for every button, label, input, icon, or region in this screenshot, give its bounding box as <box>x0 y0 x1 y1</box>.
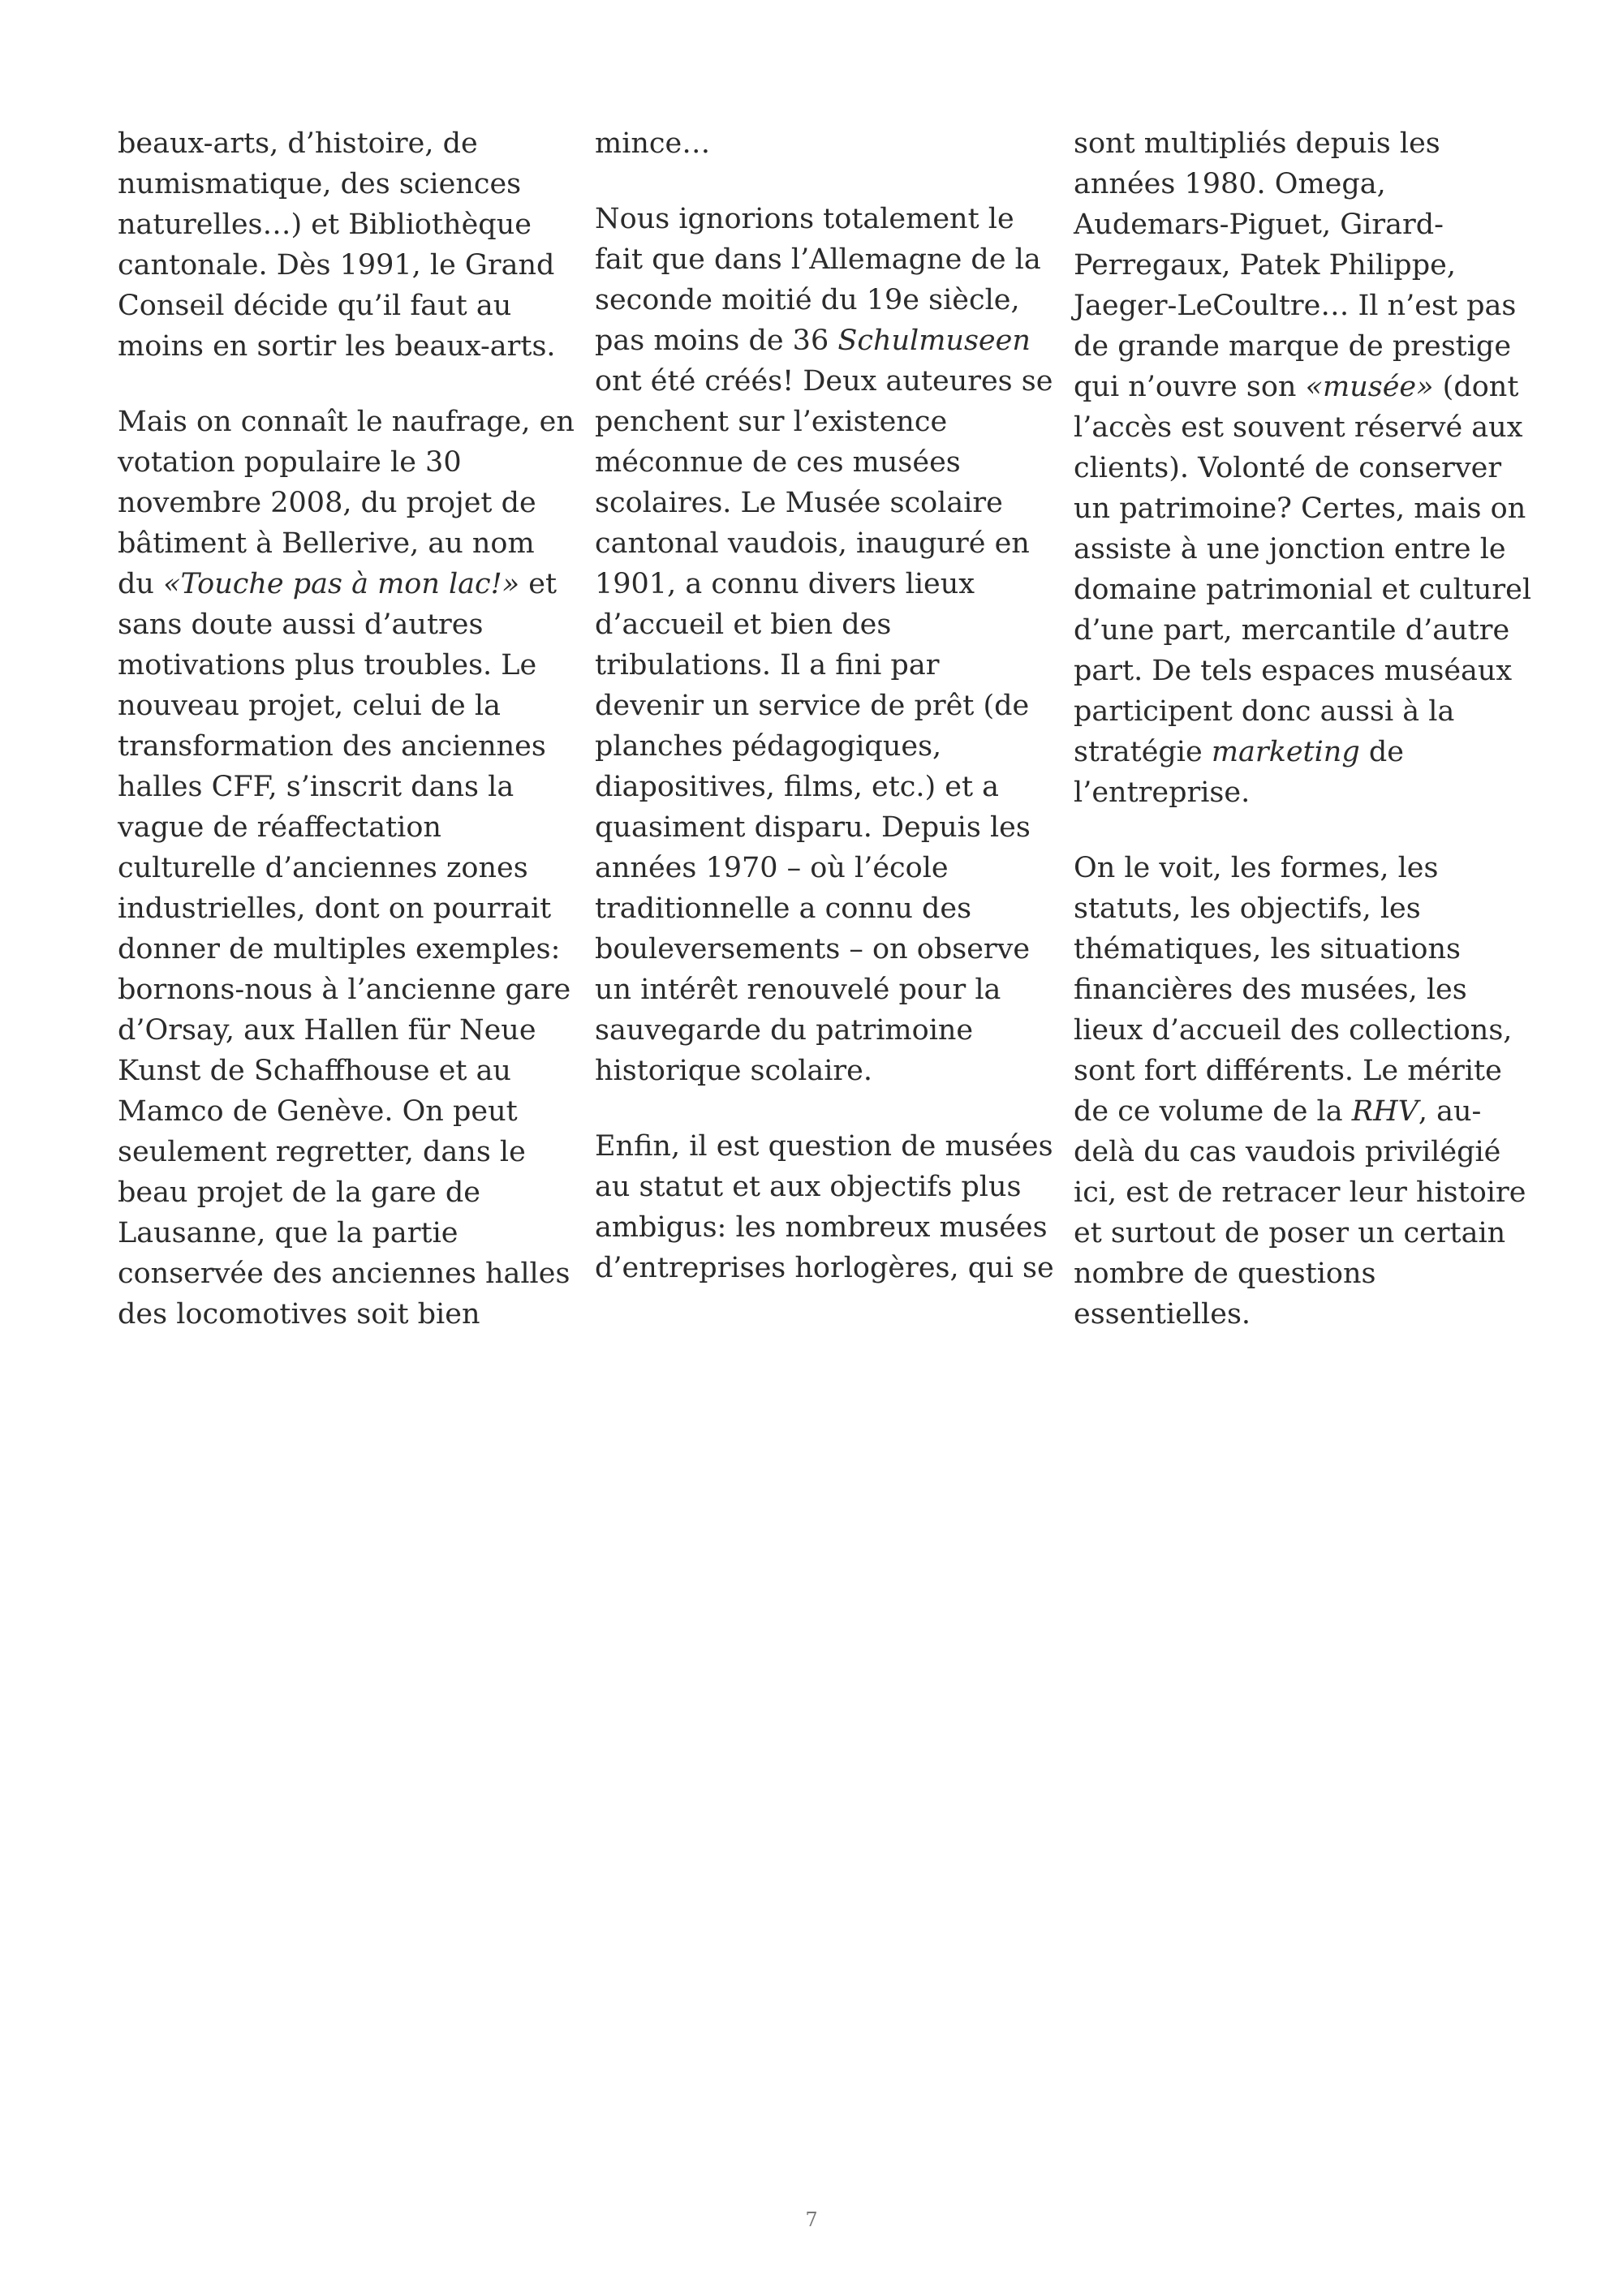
text-line: delà du cas vaudois privilégié <box>1074 1136 1501 1168</box>
text-line <box>1074 367 1532 407</box>
text-line: l’accès est souvent réservé aux <box>1074 411 1523 444</box>
text-line: thématiques, les situations <box>1074 933 1461 965</box>
text-line: culturelle d’anciennes zones <box>118 852 528 884</box>
text-segment: pas moins de 36 <box>595 325 838 357</box>
text-segment: , au- <box>1418 1095 1482 1128</box>
text-line: motivations plus troubles. Le <box>118 649 537 681</box>
text-line: domaine patrimonial et culturel <box>1074 574 1532 606</box>
text-line: Nous ignorions totalement le <box>595 203 1014 235</box>
text-line: sauvegarde du patrimoine <box>595 1014 974 1047</box>
text-line: Jaeger-LeCoultre… Il n’est pas <box>1074 290 1517 322</box>
text-line: lieux d’accueil des collections, <box>1074 1014 1513 1047</box>
text-line: mince… <box>595 127 711 160</box>
text-line: Lausanne, que la partie <box>118 1217 458 1249</box>
text-line: On le voit, les formes, les <box>1074 852 1439 884</box>
paragraph-gap <box>1074 813 1532 848</box>
text-line: numismatique, des sciences <box>118 168 522 200</box>
text-line: des locomotives soit bien <box>118 1298 480 1331</box>
text-line: seulement regretter, dans le <box>118 1136 526 1168</box>
text-line: naturelles…) et Bibliothèque <box>118 209 532 241</box>
text-segment: de <box>1359 736 1405 768</box>
text-line: Audemars-Piguet, Girard- <box>1074 209 1444 241</box>
text-line: ont été créés! Deux auteures se <box>595 365 1053 398</box>
text-line: cantonale. Dès 1991, le Grand <box>118 249 555 282</box>
text-line <box>595 320 1053 361</box>
text-line: beau projet de la gare de <box>118 1176 481 1209</box>
text-line: essentielles. <box>1074 1298 1251 1331</box>
text-line: bâtiment à Bellerive, au nom <box>118 527 535 560</box>
text-column-1 <box>118 123 576 1335</box>
text-segment: qui n’ouvre son <box>1074 371 1306 403</box>
paragraph <box>595 1126 1053 1288</box>
text-line: part. De tels espaces muséaux <box>1074 655 1513 687</box>
text-line: sans doute aussi d’autres <box>118 608 484 641</box>
text-line: cantonal vaudois, inauguré en <box>595 527 1030 560</box>
text-line: beaux-arts, d’histoire, de <box>118 127 478 160</box>
italic-text: RHV <box>1351 1095 1419 1128</box>
text-line: bornons-nous à l’ancienne gare <box>118 974 571 1006</box>
text-line: conservée des anciennes halles <box>118 1258 570 1290</box>
text-segment: et <box>519 568 558 600</box>
paragraph-gap <box>118 367 576 402</box>
italic-text: «musée» <box>1305 371 1434 403</box>
paragraph <box>595 123 1053 164</box>
page-number: 7 <box>805 2208 818 2231</box>
text-line <box>118 564 576 604</box>
text-line: novembre 2008, du projet de <box>118 487 536 519</box>
text-line: d’Orsay, aux Hallen für Neue <box>118 1014 536 1047</box>
text-line <box>1074 1091 1532 1132</box>
text-segment: de ce volume de la <box>1074 1095 1352 1128</box>
text-line: et surtout de poser un certain <box>1074 1217 1506 1249</box>
text-column-2 <box>595 123 1053 1288</box>
text-line: diapositives, films, etc.) et a <box>595 771 1000 803</box>
text-line: halles CFF, s’inscrit dans la <box>118 771 514 803</box>
italic-text: marketing <box>1211 736 1360 768</box>
paragraph <box>118 402 576 1335</box>
text-column-3 <box>1074 123 1532 1335</box>
text-line: moins en sortir les beaux-arts. <box>118 330 556 363</box>
text-line: quasiment disparu. Depuis les <box>595 811 1031 844</box>
italic-text: Schulmuseen <box>837 325 1031 357</box>
text-line: transformation des anciennes <box>118 730 546 763</box>
text-line: statuts, les objectifs, les <box>1074 892 1421 925</box>
text-line: historique scolaire. <box>595 1055 873 1087</box>
text-line: financières des musées, les <box>1074 974 1467 1006</box>
text-line: penchent sur l’existence <box>595 406 948 438</box>
text-line: participent donc aussi à la <box>1074 695 1455 728</box>
text-line: votation populaire le 30 <box>118 446 462 479</box>
italic-text: «Touche pas à mon lac!» <box>163 568 520 600</box>
text-line: un intérêt renouvelé pour la <box>595 974 1001 1006</box>
text-line: ambigus: les nombreux musées <box>595 1211 1048 1244</box>
text-line: un patrimoine? Certes, mais on <box>1074 492 1526 525</box>
text-line: assiste à une jonction entre le <box>1074 533 1506 565</box>
text-segment: (dont <box>1433 371 1519 403</box>
paragraph-gap <box>595 164 1053 199</box>
text-line: donner de multiples exemples: <box>118 933 561 965</box>
text-line: sont fort différents. Le mérite <box>1074 1055 1502 1087</box>
text-line: Enfin, il est question de musées <box>595 1130 1053 1163</box>
text-line: fait que dans l’Allemagne de la <box>595 243 1041 276</box>
text-line: devenir un service de prêt (de <box>595 690 1030 722</box>
text-line: vague de réaffectation <box>118 811 441 844</box>
paragraph <box>118 123 576 367</box>
text-line: seconde moitié du 19e siècle, <box>595 284 1020 316</box>
text-line: sont multipliés depuis les <box>1074 127 1440 160</box>
paragraph <box>595 199 1053 1091</box>
text-line: méconnue de ces musées <box>595 446 961 479</box>
text-line: nouveau projet, celui de la <box>118 690 501 722</box>
text-line: Mais on connaît le naufrage, en <box>118 406 575 438</box>
text-line: d’une part, mercantile d’autre <box>1074 614 1510 647</box>
text-segment: stratégie <box>1074 736 1212 768</box>
text-line: 1901, a connu divers lieux <box>595 568 975 600</box>
paragraph <box>1074 848 1532 1335</box>
text-line: scolaires. Le Musée scolaire <box>595 487 1003 519</box>
text-line: de grande marque de prestige <box>1074 330 1512 363</box>
text-line: Mamco de Genève. On peut <box>118 1095 518 1128</box>
text-line: Conseil décide qu’il faut au <box>118 290 512 322</box>
text-line: années 1970 – où l’école <box>595 852 949 884</box>
text-line: tribulations. Il a fini par <box>595 649 940 681</box>
text-segment: du <box>118 568 164 600</box>
text-line: traditionnelle a connu des <box>595 892 972 925</box>
paragraph-gap <box>595 1091 1053 1126</box>
text-line: l’entreprise. <box>1074 776 1251 809</box>
text-line: clients). Volonté de conserver <box>1074 452 1502 484</box>
text-line: nombre de questions <box>1074 1258 1376 1290</box>
text-line: bouleversements – on observe <box>595 933 1031 965</box>
text-line: Perregaux, Patek Philippe, <box>1074 249 1456 282</box>
text-line: Kunst de Schaffhouse et au <box>118 1055 511 1087</box>
text-line: ici, est de retracer leur histoire <box>1074 1176 1526 1209</box>
text-line: années 1980. Omega, <box>1074 168 1386 200</box>
text-line <box>1074 732 1532 772</box>
text-line: planches pédagogiques, <box>595 730 942 763</box>
text-line: industrielles, dont on pourrait <box>118 892 552 925</box>
text-line: au statut et aux objectifs plus <box>595 1171 1022 1203</box>
paragraph <box>1074 123 1532 813</box>
text-line: d’entreprises horlogères, qui se <box>595 1252 1054 1284</box>
text-line: d’accueil et bien des <box>595 608 892 641</box>
